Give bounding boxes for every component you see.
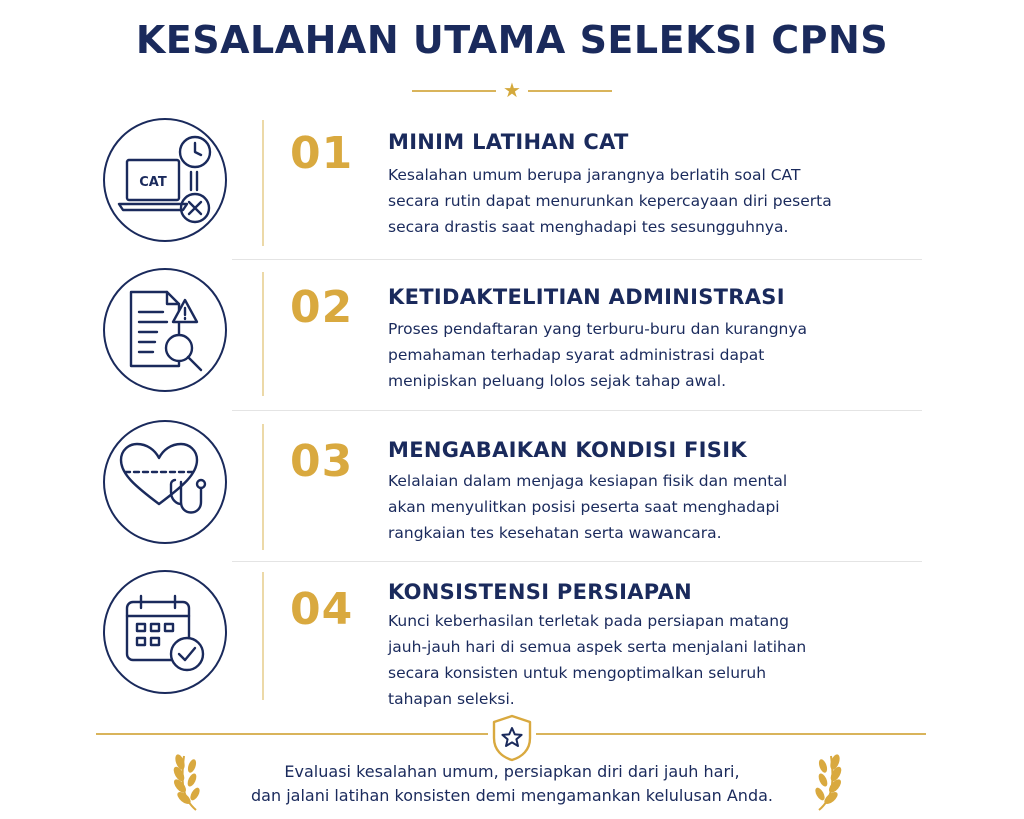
description-line: rangkaian tes kesehatan serta wawancara.: [388, 524, 722, 542]
footer-line: Evaluasi kesalahan umum, persiapkan diri dari jauh hari,: [284, 762, 740, 781]
item-heading: MINIM LATIHAN CAT: [388, 130, 629, 154]
row-separator: [232, 561, 922, 562]
footer-message: [0, 760, 1024, 808]
description-line: pemahaman terhadap syarat administrasi dapat: [388, 346, 765, 364]
ornament-line-left: [412, 90, 496, 92]
description-line: secara konsisten untuk mengoptimalkan seluruh: [388, 664, 767, 682]
item-description: [388, 162, 908, 240]
description-line: secara rutin dapat menurunkan kepercayaan diri peserta: [388, 192, 832, 210]
divider-vertical: [262, 424, 264, 550]
footer-line: dan jalani latihan konsisten demi mengamankan kelulusan Anda.: [251, 786, 773, 805]
shield-star-icon: [486, 712, 538, 764]
laptop-clock-x-icon: [103, 118, 227, 242]
item-heading: MENGABAIKAN KONDISI FISIK: [388, 438, 747, 462]
description-line: secara drastis saat menghadapi tes sesungguhnya.: [388, 218, 789, 236]
item-heading: KETIDAKTELITIAN ADMINISTRASI: [388, 285, 785, 309]
icon-cat-label: CAT: [139, 175, 167, 190]
description-line: Kunci keberhasilan terletak pada persiapan matang: [388, 612, 789, 630]
description-line: jauh-jauh hari di semua aspek serta menjalani latihan: [388, 638, 807, 656]
item-number: 03: [290, 436, 354, 487]
document-warning-magnifier-icon: [103, 268, 227, 392]
item-number: 02: [290, 282, 354, 333]
page-title: KESALAHAN UTAMA SELEKSI CPNS: [135, 18, 889, 62]
calendar-check-icon: [103, 570, 227, 694]
title-ornament: [412, 80, 612, 102]
row-separator: [232, 259, 922, 260]
item-heading: KONSISTENSI PERSIAPAN: [388, 580, 693, 604]
divider-vertical: [262, 120, 264, 246]
item-number: 04: [290, 584, 354, 635]
item-description: [388, 608, 908, 712]
description-line: akan menyulitkan posisi peserta saat menghadapi: [388, 498, 780, 516]
description-line: Kelalaian dalam menjaga kesiapan fisik dan mental: [388, 472, 788, 490]
item-description: [388, 316, 908, 394]
description-line: Kesalahan umum berupa jarangnya berlatih soal CAT: [388, 166, 801, 184]
heart-stethoscope-icon: [103, 420, 227, 544]
description-line: tahapan seleksi.: [388, 690, 515, 708]
divider-vertical: [262, 572, 264, 700]
item-number: 01: [290, 128, 354, 179]
footer-rule-right: [536, 733, 926, 735]
row-separator: [232, 410, 922, 411]
description-line: Proses pendaftaran yang terburu-buru dan kurangnya: [388, 320, 808, 338]
ornament-line-right: [528, 90, 612, 92]
footer-rule-left: [96, 733, 488, 735]
description-line: menipiskan peluang lolos sejak tahap awal.: [388, 372, 727, 390]
item-description: [388, 468, 908, 546]
star-icon: ★: [503, 78, 521, 102]
divider-vertical: [262, 272, 264, 396]
